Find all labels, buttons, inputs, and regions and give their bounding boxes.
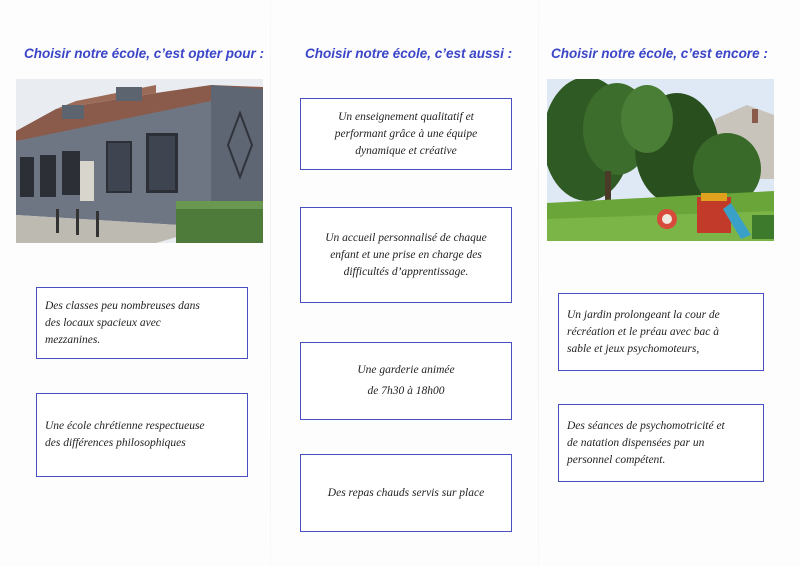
- feature-text-line: Des repas chauds servis sur place: [327, 486, 485, 499]
- school-garden-photo: [547, 79, 774, 241]
- feature-text-line: Des séances de psychomotricité et: [567, 419, 725, 432]
- feature-text-line: de natation dispensées par un: [567, 436, 705, 449]
- feature-text-line: mezzanines.: [45, 333, 101, 346]
- column-2-heading: Choisir notre école, c’est aussi :: [305, 46, 513, 61]
- feature-text-line: Une garderie animée: [357, 364, 455, 376]
- feature-text-line: Une école chrétienne respectueuse: [45, 420, 205, 432]
- feature-quality-teaching: [300, 98, 512, 170]
- feature-garden: [558, 293, 764, 371]
- feature-text-line: récréation et le préau avec bac à: [567, 325, 719, 338]
- feature-small-classes: [36, 287, 248, 359]
- feature-text-line: difficultés d’apprentissage.: [343, 265, 469, 278]
- feature-text-line: performant grâce à une équipe: [334, 127, 478, 140]
- school-building-photo: [16, 79, 263, 243]
- column-3-heading: Choisir notre école, c’est encore :: [551, 46, 768, 61]
- feature-text-line: sable et jeux psychomoteurs,: [567, 342, 700, 355]
- fold-line-2: [538, 0, 539, 566]
- feature-text-line: Un accueil personnalisé de chaque: [325, 231, 487, 244]
- feature-text-line: des différences philosophiques: [45, 437, 186, 449]
- feature-psychomotricity-swimming: [558, 404, 764, 482]
- feature-text-line: Des classes peu nombreuses dans: [45, 299, 200, 312]
- feature-text-line: dynamique et créative: [355, 144, 457, 157]
- feature-text-line: de 7h30 à 18h00: [367, 385, 445, 397]
- feature-text-line: des locaux spacieux avec: [45, 316, 161, 329]
- feature-personal-welcome: [300, 207, 512, 303]
- feature-text-line: enfant et une prise en charge des: [330, 248, 482, 261]
- feature-text-line: Un jardin prolongeant la cour de: [567, 308, 720, 321]
- feature-christian-school: [36, 393, 248, 477]
- feature-text-line: personnel compétent.: [567, 453, 666, 466]
- column-1-heading: Choisir notre école, c’est opter pour :: [24, 46, 265, 61]
- feature-text-line: Un enseignement qualitatif et: [338, 110, 474, 123]
- fold-line-1: [270, 0, 271, 566]
- feature-hot-meals: [300, 454, 512, 532]
- feature-daycare: [300, 342, 512, 420]
